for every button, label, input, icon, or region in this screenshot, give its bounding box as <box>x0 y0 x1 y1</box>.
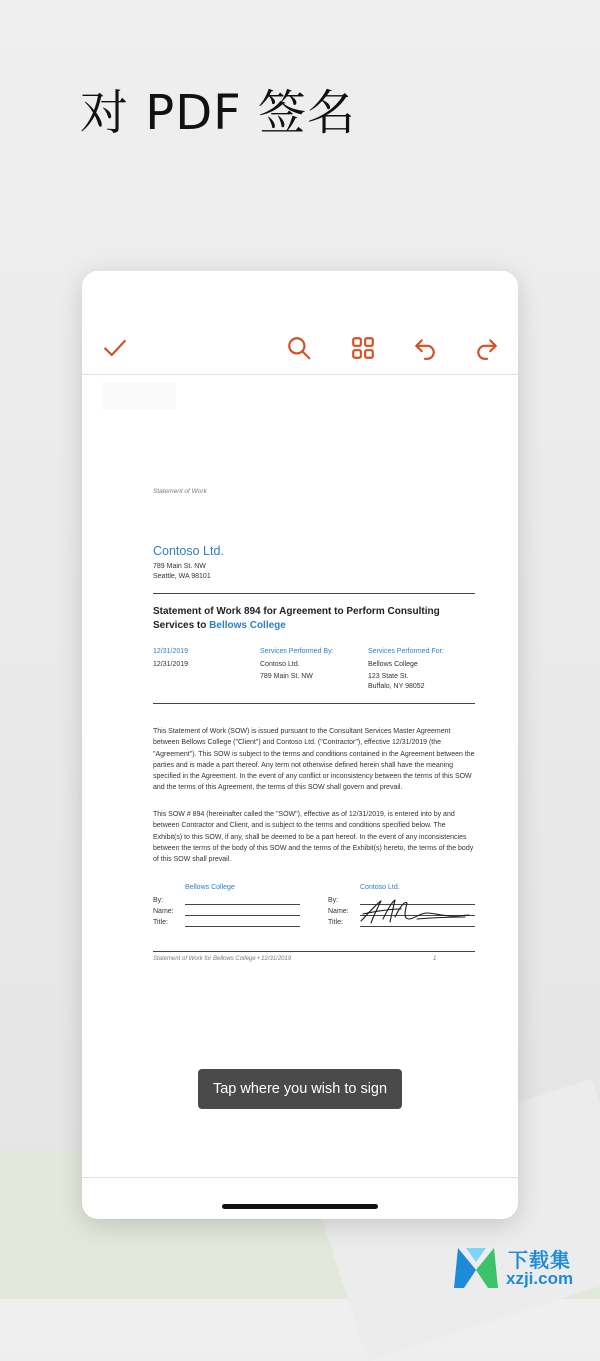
signature-party-left: Bellows College <box>185 884 235 891</box>
grid-icon <box>350 335 376 361</box>
name-label: Name: <box>153 908 174 915</box>
performed-for-line: Buffalo, NY 98052 <box>368 683 425 690</box>
company-name: Contoso Ltd. <box>153 544 224 558</box>
performed-for-line: 123 State St. <box>368 673 409 680</box>
toolbar <box>82 271 518 375</box>
title-line-left[interactable] <box>185 926 300 927</box>
watermark-logo-icon <box>452 1244 500 1292</box>
page-number: 1 <box>433 956 437 962</box>
watermark-url: xzji.com <box>506 1269 574 1288</box>
name-label: Name: <box>328 908 349 915</box>
placeholder-block <box>102 383 176 409</box>
home-indicator[interactable] <box>222 1204 378 1209</box>
performed-by-line: 789 Main St. NW <box>260 673 313 680</box>
bottom-divider <box>82 1177 518 1178</box>
divider <box>153 703 475 704</box>
address-line: 789 Main St. NW <box>153 563 206 570</box>
date-label: 12/31/2019 <box>153 648 189 655</box>
performed-by-line: Contoso Ltd. <box>260 661 300 668</box>
thumbnails-button[interactable] <box>348 333 378 363</box>
divider <box>153 951 475 952</box>
redo-button[interactable] <box>472 333 502 363</box>
handwritten-signature[interactable] <box>357 897 472 927</box>
title-label: Title: <box>153 919 168 926</box>
watermark-title: 下载集 <box>508 1248 571 1272</box>
performed-by-label: Services Performed By: <box>260 648 334 655</box>
signature-party-right: Contoso Ltd. <box>360 884 400 891</box>
watermark <box>452 1244 592 1292</box>
doc-header: Statement of Work <box>153 488 207 495</box>
checkmark-icon <box>102 335 128 361</box>
phone-screen <box>82 271 518 1219</box>
footer-text: Statement of Work for Bellows College • 12/31/2019 <box>153 956 292 962</box>
promo-headline: 对 PDF 签名 <box>80 85 357 141</box>
signature-stroke-icon <box>357 897 472 927</box>
undo-icon <box>412 335 438 361</box>
sign-hint-toast: Tap where you wish to sign <box>198 1069 402 1109</box>
date-value: 12/31/2019 <box>153 661 189 668</box>
performed-for-label: Services Performed For: <box>368 648 444 655</box>
by-line-left[interactable] <box>185 904 300 905</box>
doc-title-text: Statement of Work 894 for Agreement to Perform Consulting Services to <box>153 606 440 631</box>
redo-icon <box>474 335 500 361</box>
body-paragraph: This Statement of Work (SOW) is issued pursuant to the Consultant Services Master Agreement between Bellows College ("Client") and Contoso Ltd. ("Contractor"), effective 12/31/2019 (the "Agreement"). This SOW is subject to the terms and conditions contained in the Agreement between the parties and is made a part thereof. Any term not otherwise defined herein shall have the meaning specified in the Agreement. In the event of any conflict or inconsistency between the terms of this SOW and the terms of this Agreement, the terms of this SOW shall govern and prevail. <box>153 728 475 792</box>
undo-button[interactable] <box>410 333 440 363</box>
performed-for-line: Bellows College <box>368 661 418 668</box>
search-button[interactable] <box>284 333 314 363</box>
body-paragraph: This SOW # 894 (hereinafter called the "SOW"), effective as of 12/31/2019, is entered into by and between Contractor and Client, and is subject to the terms and conditions specified below. The Exhibit(s) to this SOW, if any, shall be deemed to be a part hereof. In the event of any inconsistencies between the terms of the body of this SOW and the terms of the Exhibit(s) hereto, the terms of the body of this SOW shall prevail. <box>153 811 474 864</box>
name-line-left[interactable] <box>185 915 300 916</box>
doc-title-highlight: Bellows College <box>209 620 286 631</box>
search-icon <box>286 335 312 361</box>
by-label: By: <box>328 897 339 904</box>
done-button[interactable] <box>100 333 130 363</box>
title-label: Title: <box>328 919 343 926</box>
doc-title <box>153 605 475 633</box>
by-label: By: <box>153 897 164 904</box>
address-line: Seattle, WA 98101 <box>153 573 211 580</box>
divider <box>153 593 475 594</box>
